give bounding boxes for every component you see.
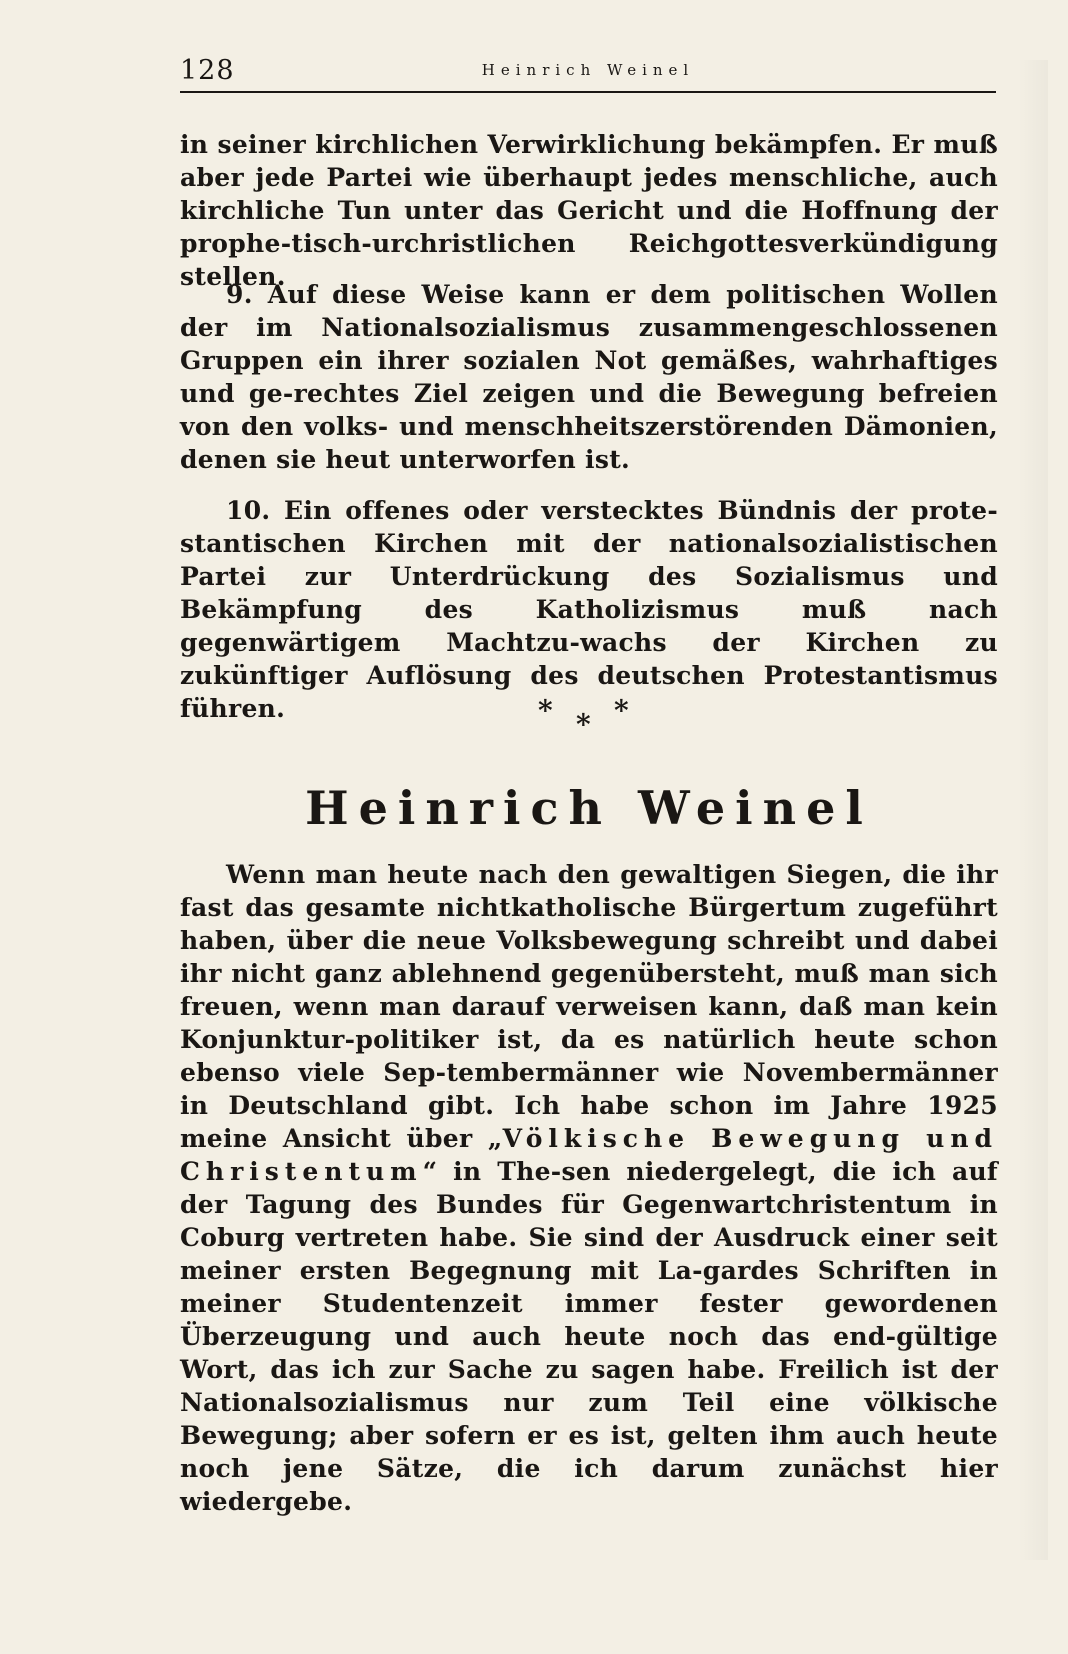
point-9-paragraph (180, 278, 998, 476)
section-body-text (180, 858, 998, 1518)
running-head: Heinrich Weinel (481, 61, 695, 79)
page-number: 128 (180, 55, 235, 86)
point-10-paragraph (180, 494, 998, 725)
paper-edge-shading (1018, 60, 1048, 1560)
continuation-paragraph (180, 128, 998, 293)
section-title: Heinrich Weinel (305, 781, 873, 835)
header-rule (180, 91, 996, 93)
section-body-paragraph (180, 858, 998, 1518)
point-10-text: 10. Ein offenes oder verstecktes Bündnis der prote-stantischen Kirchen mit der nationalsozialistischen Partei zur Unterdrückung des Sozialismus und Bekämpfung des Katholizismus muß nach gegenwärtigem Machtzu-wachs der Kirchen zu zukünftiger Auflösung des deutschen Protestantismus führen. (180, 496, 998, 723)
point-9-text: 9. Auf diese Weise kann er dem politischen Wollen der im Nationalsozialismus zusammengeschlossenen Gruppen ein ihrer sozialen Not gemäßes, wahrhaftiges und ge-rechtes Ziel zeigen und die Bewegung befreien von den volks- und menschheitszerstörenden Dämonien, denen sie heut unterworfen ist. (180, 280, 998, 474)
spaced-work-title: Völkische Bewegung und Christentum (180, 1124, 998, 1186)
separator-star-1: * (538, 694, 553, 727)
separator-star-2: * (576, 708, 591, 741)
section-text-part-1: Wenn man heute nach den gewaltigen Siegen, die ihr fast das gesamte nichtkatholische Bürgertum zugeführt haben, über die neue Volksbewegung schreibt und dabei ihr nicht ganz ablehnend gegenübersteht, muß man sich freuen, wenn man darauf verweisen kann, daß man kein Konjunktur-politiker ist, da es natürlich heute schon ebenso viele Sep-tembermänner wie Novembermänner in Deutschland gibt. Ich habe schon im Jahre 1925 meine Ansicht über „ (180, 860, 998, 1153)
section-separator (180, 694, 998, 741)
separator-star-3: * (614, 694, 629, 727)
page-header (180, 54, 996, 90)
continuation-text: in seiner kirchlichen Verwirklichung bekämpfen. Er muß aber jede Partei wie überhaupt jedes menschliche, auch kirchliche Tun unter das Gericht und die Hoffnung der prophe-tisch-urchristlichen Reichgottesverkündigung stellen. (180, 130, 998, 291)
section-text-part-2: “ in The-sen niedergelegt, die ich auf der Tagung des Bundes für Gegenwartchristentum in Coburg vertreten habe. Sie sind der Ausdruck einer seit meiner ersten Begegnung mit La-gardes Schriften in meiner Studentenzeit immer fester gewordenen Überzeugung und auch heute noch das end-gültige Wort, das ich zur Sache zu sagen habe. Freilich ist der Nationalsozialismus nur zum Teil eine völkische Bewegung; aber sofern er es ist, gelten ihm auch heute noch jene Sätze, die ich darum zunächst hier wiedergebe. (180, 1157, 998, 1516)
